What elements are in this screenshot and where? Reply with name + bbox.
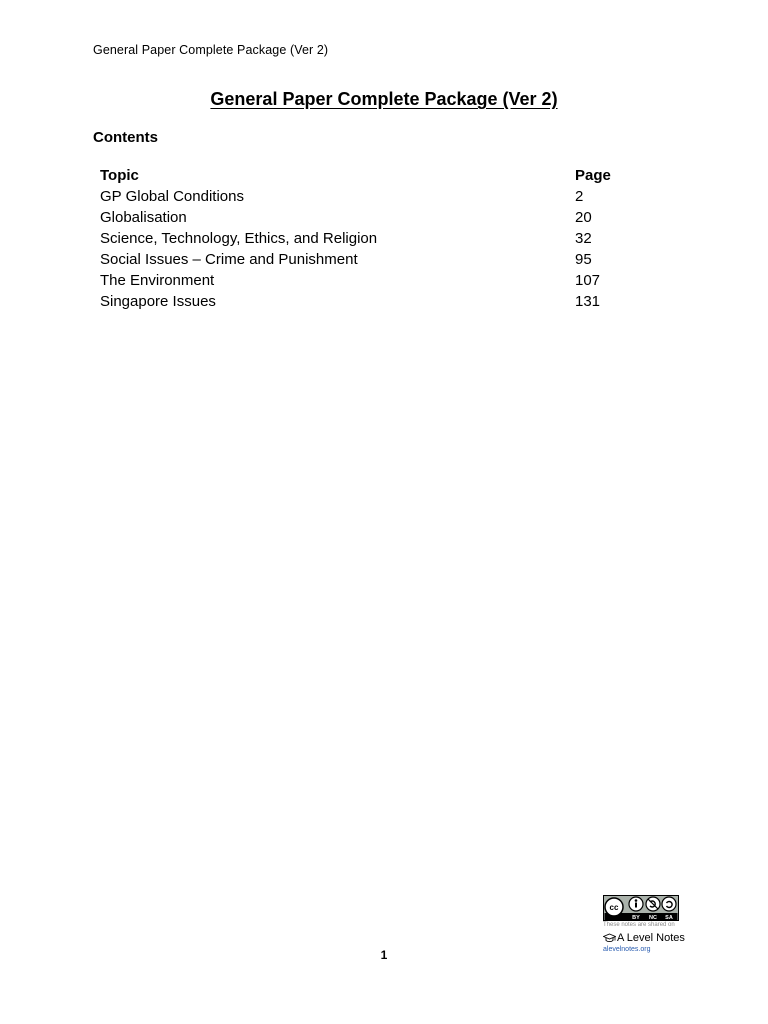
cc-badge-label: cc <box>609 903 619 912</box>
brand-row <box>603 932 693 944</box>
toc-topic: Social Issues – Crime and Punishment <box>100 251 358 268</box>
toc-topic: Globalisation <box>100 209 187 226</box>
toc-page: 107 <box>575 272 601 289</box>
brand-url-link[interactable]: alevelnotes.org <box>603 946 651 953</box>
toc-topic: GP Global Conditions <box>100 188 244 205</box>
toc-page: 32 <box>575 230 592 247</box>
cc-badge-label: BY <box>632 915 640 921</box>
license-note: These notes are shared on <box>603 922 675 928</box>
toc-topic: Singapore Issues <box>100 293 216 310</box>
toc-row <box>100 187 620 208</box>
toc-row <box>100 271 620 292</box>
toc-page: 131 <box>575 293 601 310</box>
toc-column-page: Page <box>575 167 611 184</box>
running-header: General Paper Complete Package (Ver 2) <box>93 43 329 57</box>
toc-column-topic: Topic <box>100 167 139 184</box>
toc-page: 95 <box>575 251 592 268</box>
toc-page: 2 <box>575 188 584 205</box>
contents-heading: Contents <box>93 129 158 146</box>
toc-row <box>100 208 620 229</box>
toc-page: 20 <box>575 209 592 226</box>
toc-row <box>100 250 620 271</box>
cc-badge-label: SA <box>665 915 673 921</box>
toc-row <box>100 229 620 250</box>
brand-name: A Level Notes <box>617 932 685 944</box>
page-number: 1 <box>380 948 388 962</box>
cc-badge-label: NC <box>649 915 657 921</box>
graduation-cap-icon <box>603 933 616 943</box>
creative-commons-badge-icon <box>603 895 679 921</box>
table-of-contents <box>100 166 620 313</box>
toc-row <box>100 292 620 313</box>
license-block <box>603 895 693 954</box>
document-title: General Paper Complete Package (Ver 2) <box>210 89 558 109</box>
toc-topic: Science, Technology, Ethics, and Religion <box>100 230 378 247</box>
toc-topic: The Environment <box>100 272 215 289</box>
toc-header-row <box>100 166 620 187</box>
